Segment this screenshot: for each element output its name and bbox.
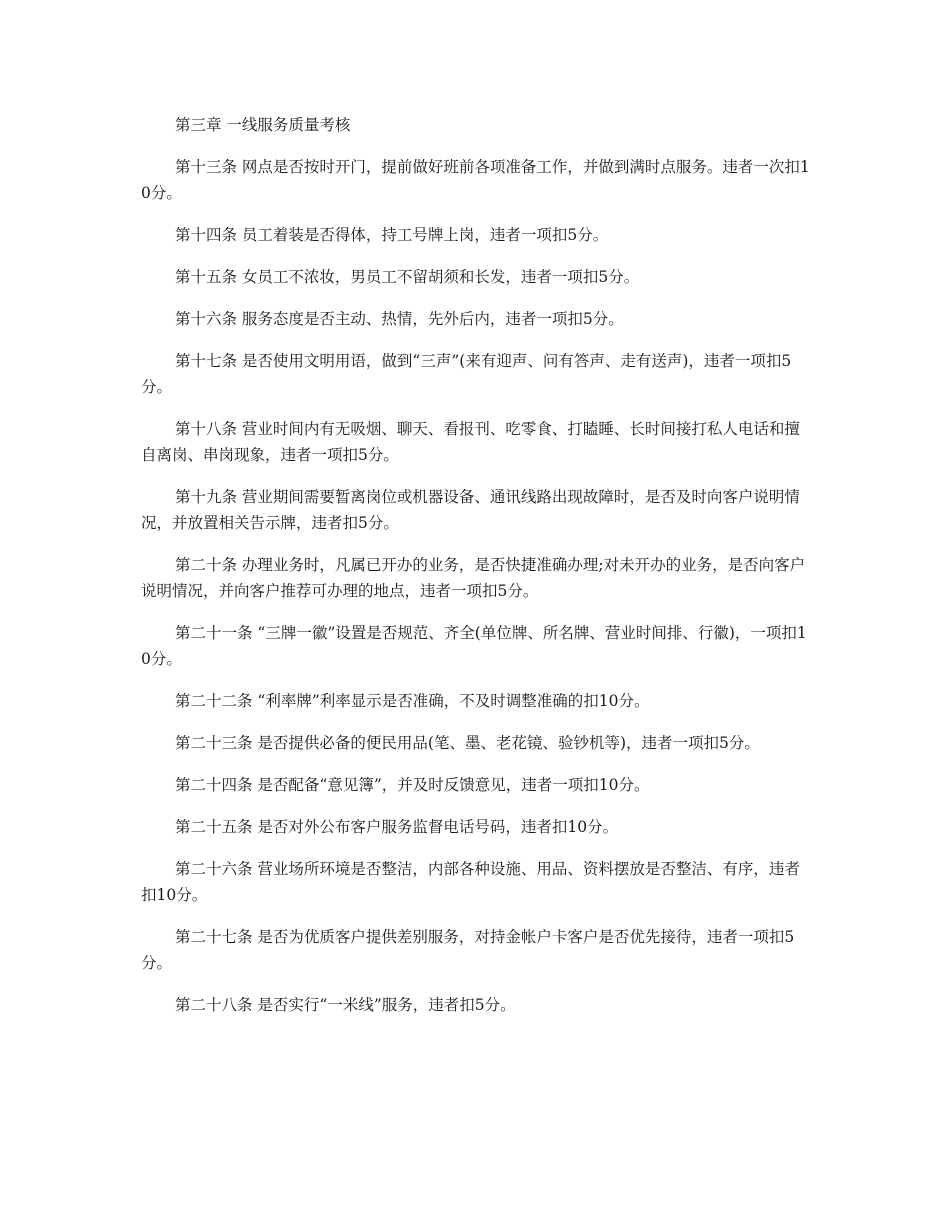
article-13: 第十三条 网点是否按时开门，提前做好班前各项准备工作，并做到满时点服务。违者一次扣10分。: [141, 158, 810, 202]
article-19: 第十九条 营业期间需要暂离岗位或机器设备、通讯线路出现故障时，是否及时向客户说明情况，并放置相关告示牌，违者扣5分。: [141, 488, 800, 532]
article-20: 第二十条 办理业务时，凡属已开办的业务，是否快捷准确办理;对未开办的业务，是否向客户说明情况，并向客户推荐可办理的地点，违者一项扣5分。: [141, 556, 806, 600]
article-28: 第二十八条 是否实行“一米线”服务，违者扣5分。: [175, 996, 516, 1014]
article-24: 第二十四条 是否配备“意见簿”，并及时反馈意见，违者一项扣10分。: [175, 776, 650, 794]
article-22: 第二十二条 “利率牌”利率显示是否准确，不及时调整准确的扣10分。: [175, 692, 650, 710]
document-page: [141, 112, 813, 1034]
article-14: 第十四条 员工着装是否得体，持工号牌上岗，违者一项扣5分。: [175, 226, 609, 244]
article-25: 第二十五条 是否对外公布客户服务监督电话号码，违者扣10分。: [175, 818, 619, 836]
article-23: 第二十三条 是否提供必备的便民用品(笔、墨、老花镜、验钞机等)，违者一项扣5分。: [175, 734, 760, 752]
chapter-title: 第三章 一线服务质量考核: [175, 116, 351, 134]
article-21: 第二十一条 “三牌一徽”设置是否规范、齐全(单位牌、所名牌、营业时间排、行徽)，一项扣10分。: [141, 624, 807, 668]
article-16: 第十六条 服务态度是否主动、热情，先外后内，违者一项扣5分。: [175, 310, 624, 328]
article-18: 第十八条 营业时间内有无吸烟、聊天、看报刊、吃零食、打瞌睡、长时间接打私人电话和擅自离岗、串岗现象，违者一项扣5分。: [141, 420, 800, 464]
article-15: 第十五条 女员工不浓妆，男员工不留胡须和长发，违者一项扣5分。: [175, 268, 640, 286]
article-26: 第二十六条 营业场所环境是否整洁，内部各种设施、用品、资料摆放是否整洁、有序，违者扣10分。: [141, 860, 800, 904]
article-17: 第十七条 是否使用文明用语，做到“三声”(来有迎声、问有答声、走有送声)，违者一项扣5分。: [141, 352, 792, 396]
article-27: 第二十七条 是否为优质客户提供差别服务，对持金帐户卡客户是否优先接待，违者一项扣5分。: [141, 928, 795, 972]
